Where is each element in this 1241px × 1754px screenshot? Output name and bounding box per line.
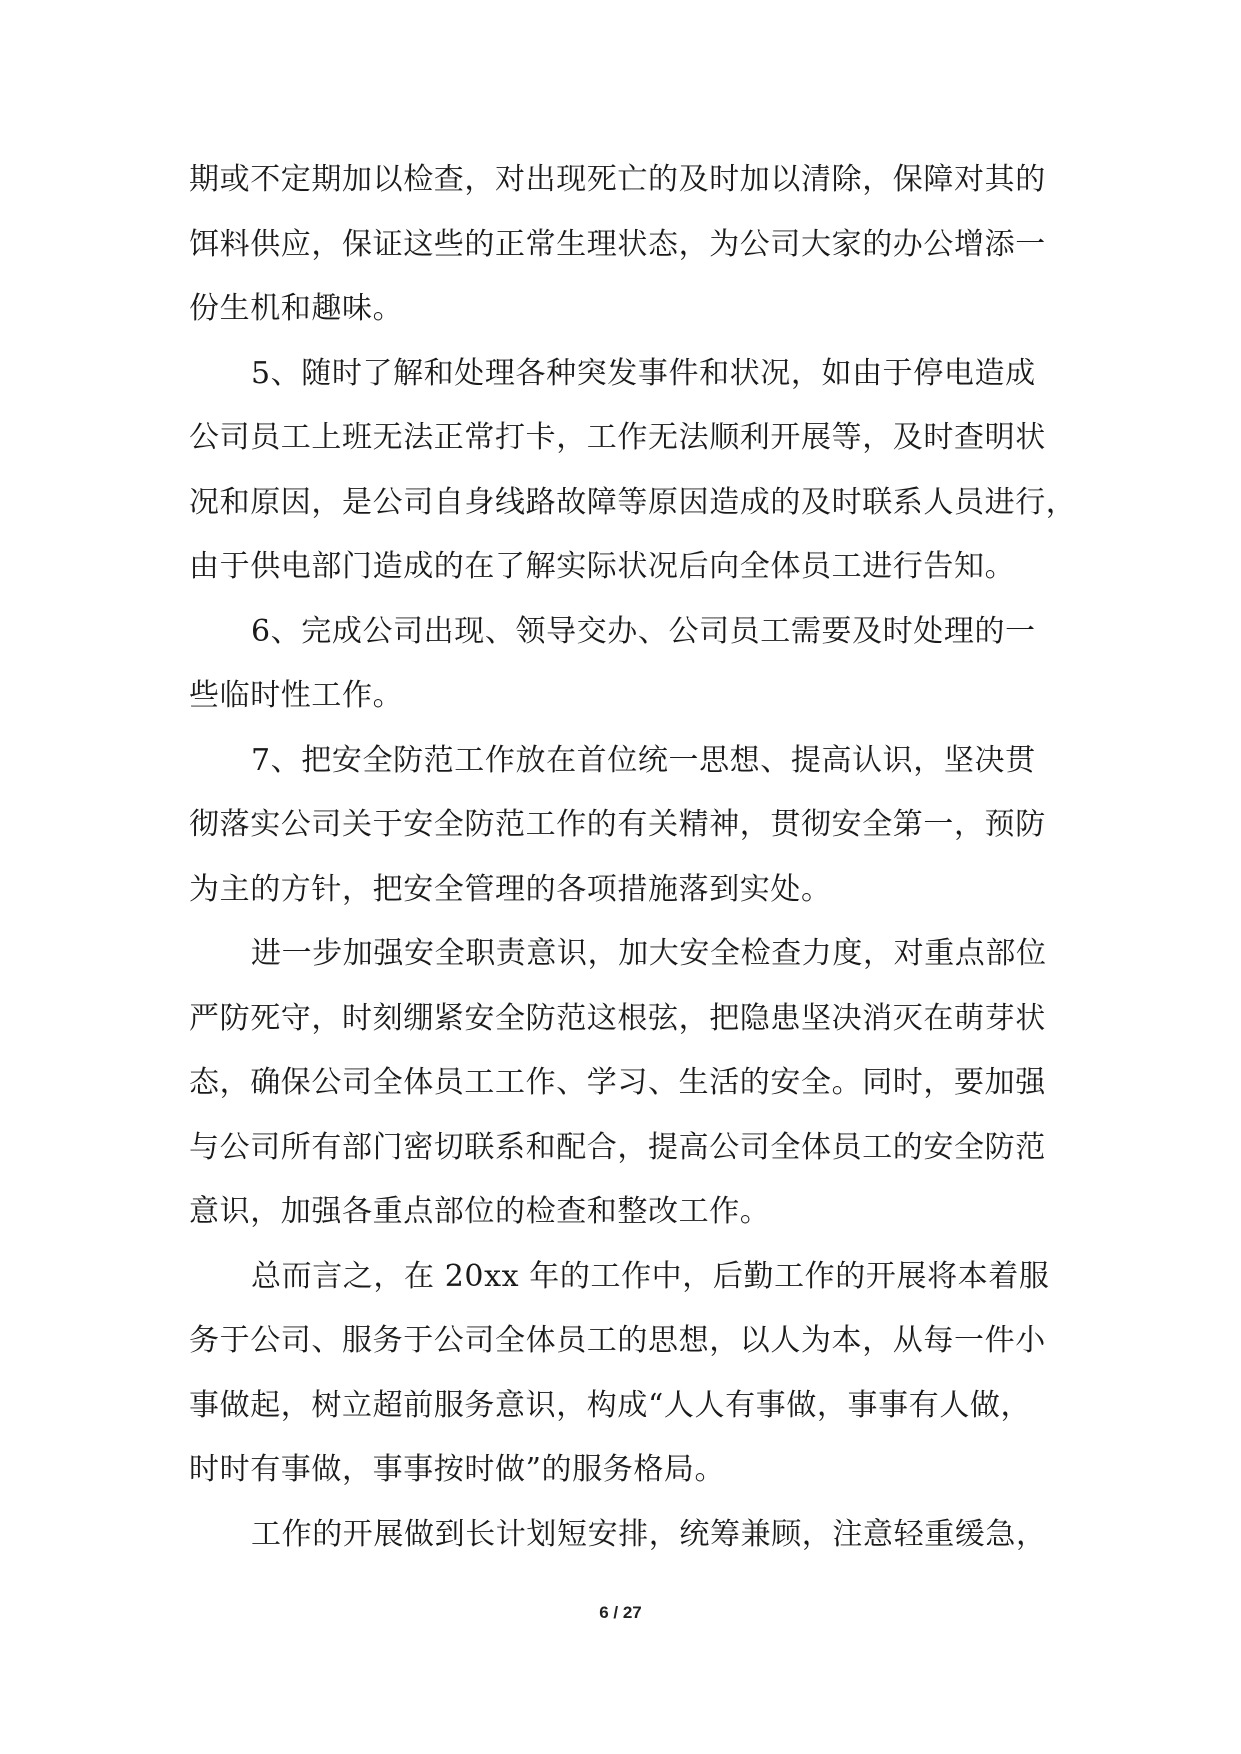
text-line: 况和原因，是公司自身线路故障等原因造成的及时联系人员进行，: [189, 484, 1077, 520]
text-line: 事做起，树立超前服务意识，构成“人人有事做，事事有人做，: [189, 1387, 1032, 1423]
body-text: [189, 148, 1077, 1567]
text-line: 饵料供应，保证这些的正常生理状态，为公司大家的办公增添一: [189, 226, 1046, 262]
text-line: 6、完成公司出现、领导交办、公司员工需要及时处理的一: [251, 613, 1036, 649]
text-line: 为主的方针，把安全管理的各项措施落到实处。: [189, 871, 832, 907]
text-line: 期或不定期加以检查，对出现死亡的及时加以清除，保障对其的: [189, 162, 1046, 197]
text-line: 时时有事做，事事按时做”的服务格局。: [189, 1452, 726, 1487]
text-line: 严防死守，时刻绷紧安全防范这根弦，把隐患坚决消灭在萌芽状: [189, 1000, 1046, 1036]
text-line: 意识，加强各重点部位的检查和整改工作。: [189, 1194, 771, 1229]
text-line: 彻落实公司关于安全防范工作的有关精神，贯彻安全第一，预防: [189, 807, 1046, 842]
text-line: 公司员工上班无法正常打卡，工作无法顺利开展等，及时查明状: [189, 420, 1046, 455]
text-line: 与公司所有部门密切联系和配合，提高公司全体员工的安全防范: [189, 1129, 1046, 1165]
text-line: 些临时性工作。: [189, 678, 404, 713]
text-line: 总而言之，在 20xx 年的工作中，后勤工作的开展将本着服: [251, 1258, 1050, 1294]
page-number: 6 / 27: [599, 1603, 642, 1622]
text-line: 5、随时了解和处理各种突发事件和状况，如由于停电造成: [251, 355, 1036, 391]
text-line: 务于公司、服务于公司全体员工的思想，以人为本，从每一件小: [189, 1323, 1046, 1358]
text-line: 由于供电部门造成的在了解实际状况后向全体员工进行告知。: [189, 549, 1016, 584]
text-line: 7、把安全防范工作放在首位统一思想、提高认识，坚决贯: [251, 742, 1036, 778]
text-line: 份生机和趣味。: [189, 291, 404, 326]
text-line: 态，确保公司全体员工工作、学习、生活的安全。同时，要加强: [189, 1065, 1046, 1100]
text-line: 工作的开展做到长计划短安排，统筹兼顾，注意轻重缓急，: [251, 1516, 1047, 1552]
text-line: 进一步加强安全职责意识，加大安全检查力度，对重点部位: [251, 936, 1047, 971]
